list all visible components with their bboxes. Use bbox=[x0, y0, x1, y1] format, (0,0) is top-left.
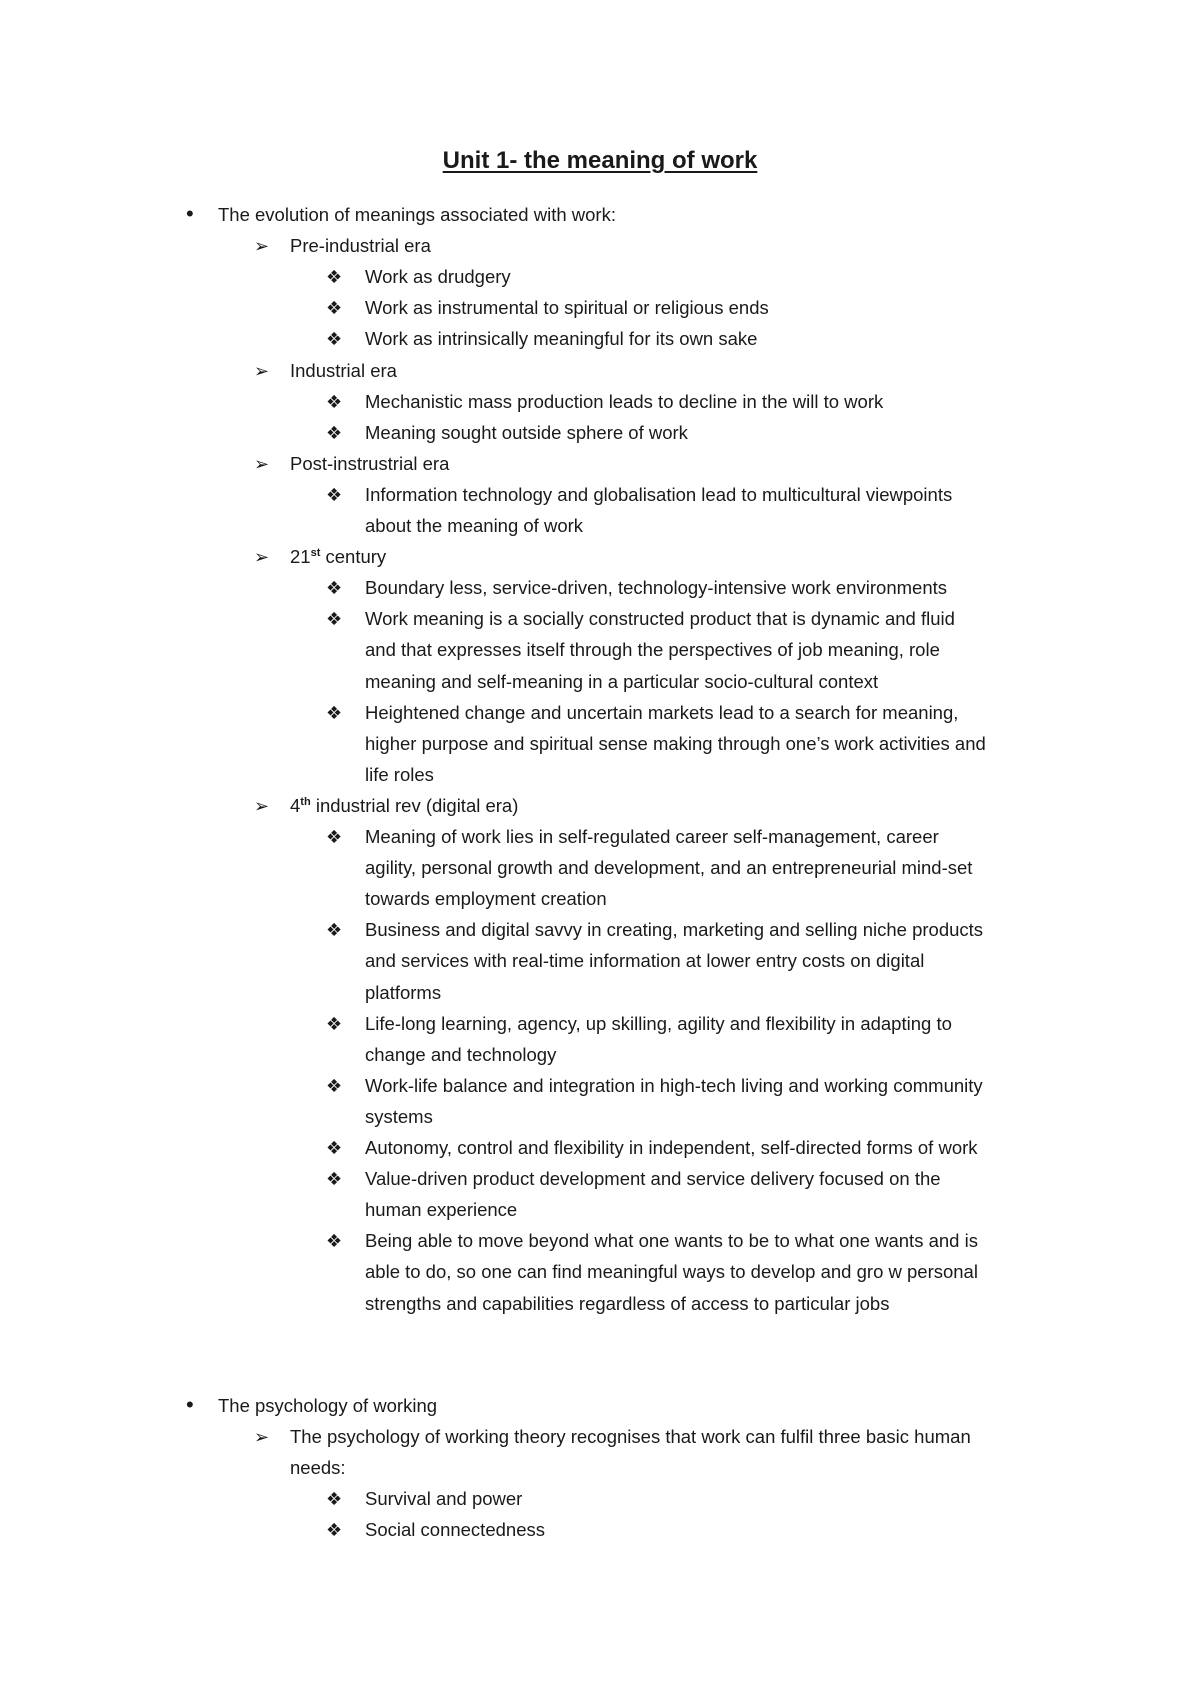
point-line: agility, personal growth and development, and an entrepreneurial mind-set bbox=[365, 857, 973, 879]
point-line: Survival and power bbox=[365, 1487, 523, 1509]
diamond-bullet-icon: ❖ bbox=[326, 484, 343, 505]
diamond-bullet-icon: ❖ bbox=[326, 920, 343, 941]
arrow-bullet-icon: ➢ bbox=[254, 547, 270, 568]
point-line: Mechanistic mass production leads to decline in the will to work bbox=[365, 390, 884, 412]
point-line: and that expresses itself through the perspectives of job meaning, role bbox=[365, 639, 940, 661]
point-line: Work as intrinsically meaningful for its own sake bbox=[365, 328, 758, 350]
point-line: Being able to move beyond what one wants to be to what one wants and is bbox=[365, 1230, 978, 1252]
point-line: Work-life balance and integration in high-tech living and working community bbox=[365, 1074, 983, 1096]
point-line: about the meaning of work bbox=[365, 515, 584, 536]
point-line: strengths and capabilities regardless of access to particular jobs bbox=[365, 1292, 890, 1314]
subheading-line bbox=[290, 452, 449, 476]
diamond-bullet-icon: ❖ bbox=[326, 1231, 343, 1252]
diamond-bullet-icon: ❖ bbox=[326, 578, 343, 599]
point-line: and services with real-time information at lower entry costs on digital bbox=[365, 950, 925, 972]
point-line: human experience bbox=[365, 1199, 518, 1221]
diamond-bullet-icon: ❖ bbox=[326, 422, 343, 443]
subheading-line bbox=[290, 1456, 346, 1480]
point-line: higher purpose and spiritual sense making through one’s work activities and bbox=[365, 732, 986, 754]
ordinal-number: 21 bbox=[290, 546, 311, 568]
ordinal-suffix: th bbox=[300, 795, 311, 808]
subheading-text: industrial rev (digital era) bbox=[310, 794, 519, 816]
subheading-text: needs: bbox=[290, 1456, 346, 1478]
section-heading: The evolution of meanings associated with work: bbox=[218, 204, 616, 225]
arrow-bullet-icon: ➢ bbox=[254, 453, 270, 474]
subheading-text: Industrial era bbox=[290, 359, 397, 381]
subheading-line bbox=[290, 1425, 971, 1449]
arrow-bullet-icon: ➢ bbox=[254, 360, 270, 381]
point-line: towards employment creation bbox=[365, 888, 607, 910]
point-line: Work as drudgery bbox=[365, 266, 511, 288]
diamond-bullet-icon: ❖ bbox=[326, 1138, 343, 1158]
arrow-bullet-icon: ➢ bbox=[254, 795, 270, 816]
point-line: platforms bbox=[365, 981, 442, 1003]
point-line: Heightened change and uncertain markets lead to a search for meaning, bbox=[365, 701, 959, 723]
diamond-bullet-icon: ❖ bbox=[326, 1169, 343, 1190]
point-line: change and technology bbox=[365, 1043, 557, 1065]
point-line: Life-long learning, agency, up skilling, agility and flexibility in adapting to bbox=[365, 1012, 952, 1034]
diamond-bullet-icon: ❖ bbox=[326, 1075, 343, 1096]
point-line: systems bbox=[365, 1105, 433, 1127]
diamond-bullet-icon: ❖ bbox=[326, 391, 343, 412]
point-line: Meaning of work lies in self-regulated career self-management, career bbox=[365, 826, 939, 847]
point-line: Boundary less, service-driven, technology-intensive work environments bbox=[365, 577, 947, 599]
page-title: Unit 1- the meaning of work bbox=[442, 147, 758, 174]
point-line: Autonomy, control and flexibility in independent, self-directed forms of work bbox=[365, 1137, 978, 1158]
point-line: Business and digital savvy in creating, marketing and selling niche products bbox=[365, 919, 984, 941]
diamond-bullet-icon: ❖ bbox=[326, 609, 343, 630]
ordinal-number: 4 bbox=[290, 794, 301, 816]
point-line: Meaning sought outside sphere of work bbox=[365, 421, 688, 443]
subheading-line bbox=[290, 234, 431, 258]
point-line: Social connectedness bbox=[365, 1519, 545, 1540]
diamond-bullet-icon: ❖ bbox=[326, 1013, 343, 1034]
subheading-line bbox=[290, 794, 518, 818]
point-line: meaning and self-meaning in a particular socio-cultural context bbox=[365, 670, 879, 692]
bullet-icon: • bbox=[186, 1391, 194, 1417]
bullet-icon: • bbox=[186, 201, 194, 226]
diamond-bullet-icon: ❖ bbox=[326, 1488, 343, 1509]
ordinal-suffix: st bbox=[310, 547, 321, 560]
diamond-bullet-icon: ❖ bbox=[326, 827, 343, 847]
arrow-bullet-icon: ➢ bbox=[254, 1426, 270, 1447]
point-line: Work as instrumental to spiritual or religious ends bbox=[365, 297, 769, 319]
subheading-text: Post-instrustrial era bbox=[290, 452, 450, 474]
subheading-text: century bbox=[320, 546, 387, 568]
subheading-text: Pre-industrial era bbox=[290, 235, 431, 257]
diamond-bullet-icon: ❖ bbox=[326, 1520, 343, 1540]
point-line: able to do, so one can find meaningful ways to develop and gro w personal bbox=[365, 1261, 978, 1283]
section-heading: The psychology of working bbox=[218, 1394, 438, 1416]
subheading-text: The psychology of working theory recognises that work can fulfil three basic human bbox=[290, 1425, 971, 1447]
diamond-bullet-icon: ❖ bbox=[326, 702, 343, 723]
point-line: Work meaning is a socially constructed product that is dynamic and fluid bbox=[365, 608, 955, 630]
diamond-bullet-icon: ❖ bbox=[326, 267, 343, 288]
point-line: life roles bbox=[365, 763, 434, 785]
arrow-bullet-icon: ➢ bbox=[254, 236, 270, 257]
diamond-bullet-icon: ❖ bbox=[326, 298, 343, 319]
point-line: Value-driven product development and service delivery focused on the bbox=[365, 1168, 941, 1190]
subheading-line bbox=[290, 545, 386, 569]
diamond-bullet-icon: ❖ bbox=[326, 329, 343, 350]
point-line: Information technology and globalisation lead to multicultural viewpoints bbox=[365, 483, 953, 505]
subheading-line bbox=[290, 359, 397, 383]
